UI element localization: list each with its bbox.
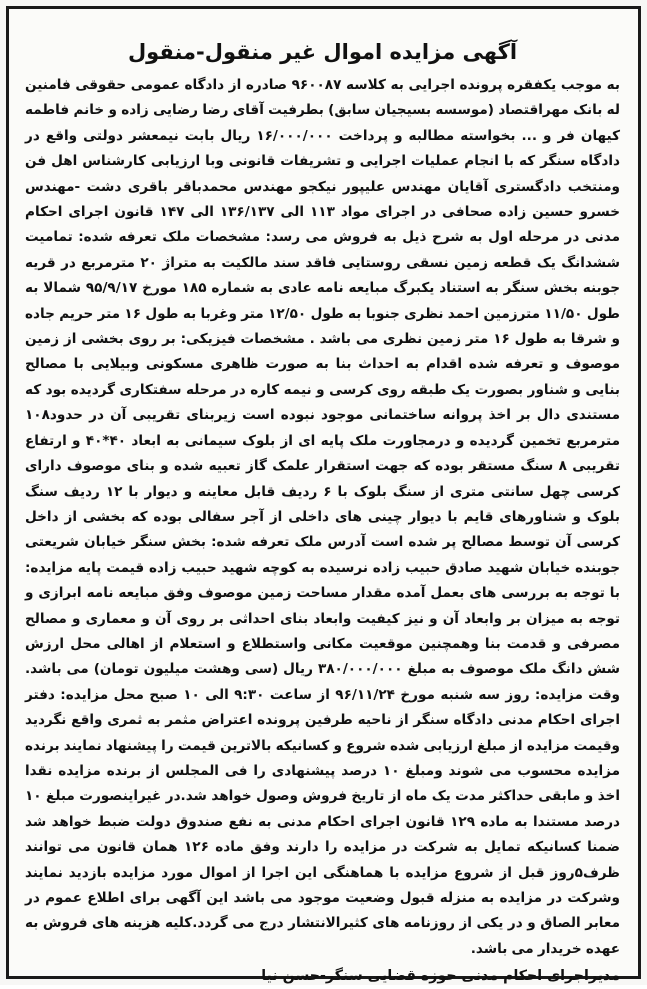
notice-frame bbox=[6, 6, 641, 985]
notice-body: به موجب یکفقره پرونده اجرایی به کلاسه ۹۶۰۰۸۷ صادره از دادگاه عمومی حقوقی فامنین له بانک مهراقتصاد (موسسه بسیجیان سابق) بطرفیت آقای رضا رضایی زاده و خانم فاطمه کیهان فر و ... بخواسته مطالبه و پرداخت ۱۶/۰۰۰/۰۰۰ ریال بابت نیمعشر دولتی واقع در دادگاه سنگر که با انجام عملیات اجرایی و تشریفات قانونی وبا ارزیابی کارشناس اهل فن ومنتخب دادگستری آقایان مهندس علیپور نیکجو مهندس محمدباقر باقری دشت -مهندس خسرو حسین زاده صحافی در اجرای مواد ۱۱۳ الی ۱۳۶/۱۳۷ الی ۱۴۷ قانون اجرای احکام مدنی در مرحله اول به شرح ذیل به فروش می رسد: مشخصات ملک تعرفه شده: تمامیت ششدانگ یک قطعه زمین نسقی روستایی فاقد سند مالکیت به متراژ ۲۰ مترمربع در قریه جوبنه بخش سنگر به استناد یکبرگ مبایعه نامه عادی به شماره ۱۸۵ مورخ ۹۵/۹/۱۷ شمالا به طول ۱۱/۵۰ مترزمین احمد نظری جنوبا به طول ۱۲/۵۰ متر وغربا به طول ۱۶ متر حریم جاده و شرقا به طول ۱۶ متر زمین نظری می باشد . مشخصات فیزیکی: بر روی بخشی از زمین موصوف و تعرفه شده اقدام به احداث بنا به صورت ظاهری مسکونی وبیلایی با مصالح بنایی و شناور بصورت یک طبقه روی کرسی و نیمه کاره در مرحله سفتکاری گردیده بود که مستندی دال بر اخذ پروانه ساختمانی موجود نبوده است زیربنای تقریبی آن در حدود۱۰۸ مترمربع تخمین گردیده و درمجاورت ملک پایه ای از بلوک سیمانی به ابعاد ۴۰*۴۰ و ارتفاع تقریبی ۸ سنگ مستقر بوده که جهت استقرار علمک گاز تعبیه شده و بنای موصوف دارای کرسی چهل سانتی متری از سنگ بلوک با ۶ ردیف قابل معاینه و دیوار با ۱۲ ردیف سنگ بلوک و شناورهای قایم با دیوار چینی های داخلی از آجر سفالی بوده که بخشی از داخل کرسی آن توسط مصالح پر شده است آدرس ملک تعرفه شده: بخش سنگر خیابان شریعتی جوبنده خیابان شهید صادق حبیب زاده نرسیده به کوچه شهید حبیب زاده قیمت پایه مزایده: با توجه به بررسی های بعمل آمده مقدار مساحت زمین موصوف وفق مبایعه نامه ابرازی و توجه به میزان بر وابعاد آن و نیز کیفیت وابعاد بنای احداثی بر روی آن و معماری و مصالح مصرفی و قدمت بنا وهمچنین موقعیت مکانی واستطلاع و استعلام از اهالی محل ارزش شش دانگ ملک موصوف به مبلغ ۳۸۰/۰۰۰/۰۰۰ ریال (سی وهشت میلیون تومان) می باشد. وقت مزایده: روز سه شنبه مورخ ۹۶/۱۱/۲۴ از ساعت ۹:۳۰ الی ۱۰ صبح محل مزایده: دفتر اجرای احکام مدنی دادگاه سنگر از ناحیه طرفین پرونده اعتراض مثمر به ثمری واقع نگردید وقیمت مزایده از مبلغ ارزیابی شده شروع و کسانیکه بالاترین قیمت را پیشنهاد نمایند برنده مزایده محسوب می شوند ومبلغ ۱۰ درصد پیشنهادی را فی المجلس از برنده مزایده نقدا اخذ و مابقی حداکثر مدت یک ماه از تاریخ فروش وصول خواهد شد.در غیراینصورت مبلغ ۱۰ درصد مستندا به ماده ۱۲۹ قانون اجرای احکام مدنی به نفع صندوق دولت ضبط خواهد شد ضمنا کسانیکه تمایل به شرکت در مزایده را دارند وفق ماده ۱۲۶ همان قانون می توانند ظرف۵روز قبل از شروع مزایده با هماهنگی این اجرا از اموال مورد مزایده بازدید نمایند وشرکت در مزایده به منزله قبول وضعیت موجود می باشد این آگهی برای اطلاع عموم در معابر الصاق و در یکی از روزنامه های کثیرالانتشار درج می گردد.کلیه هزینه های فروش به عهده خریدار می باشد. bbox=[25, 77, 621, 957]
notice-title: آگهی مزایده اموال غیر منقول-منقول bbox=[127, 40, 518, 64]
notice-signature: مدیراجرای احکام مدنی حوزه قضایی سنگر-حسن نیا bbox=[261, 968, 620, 985]
